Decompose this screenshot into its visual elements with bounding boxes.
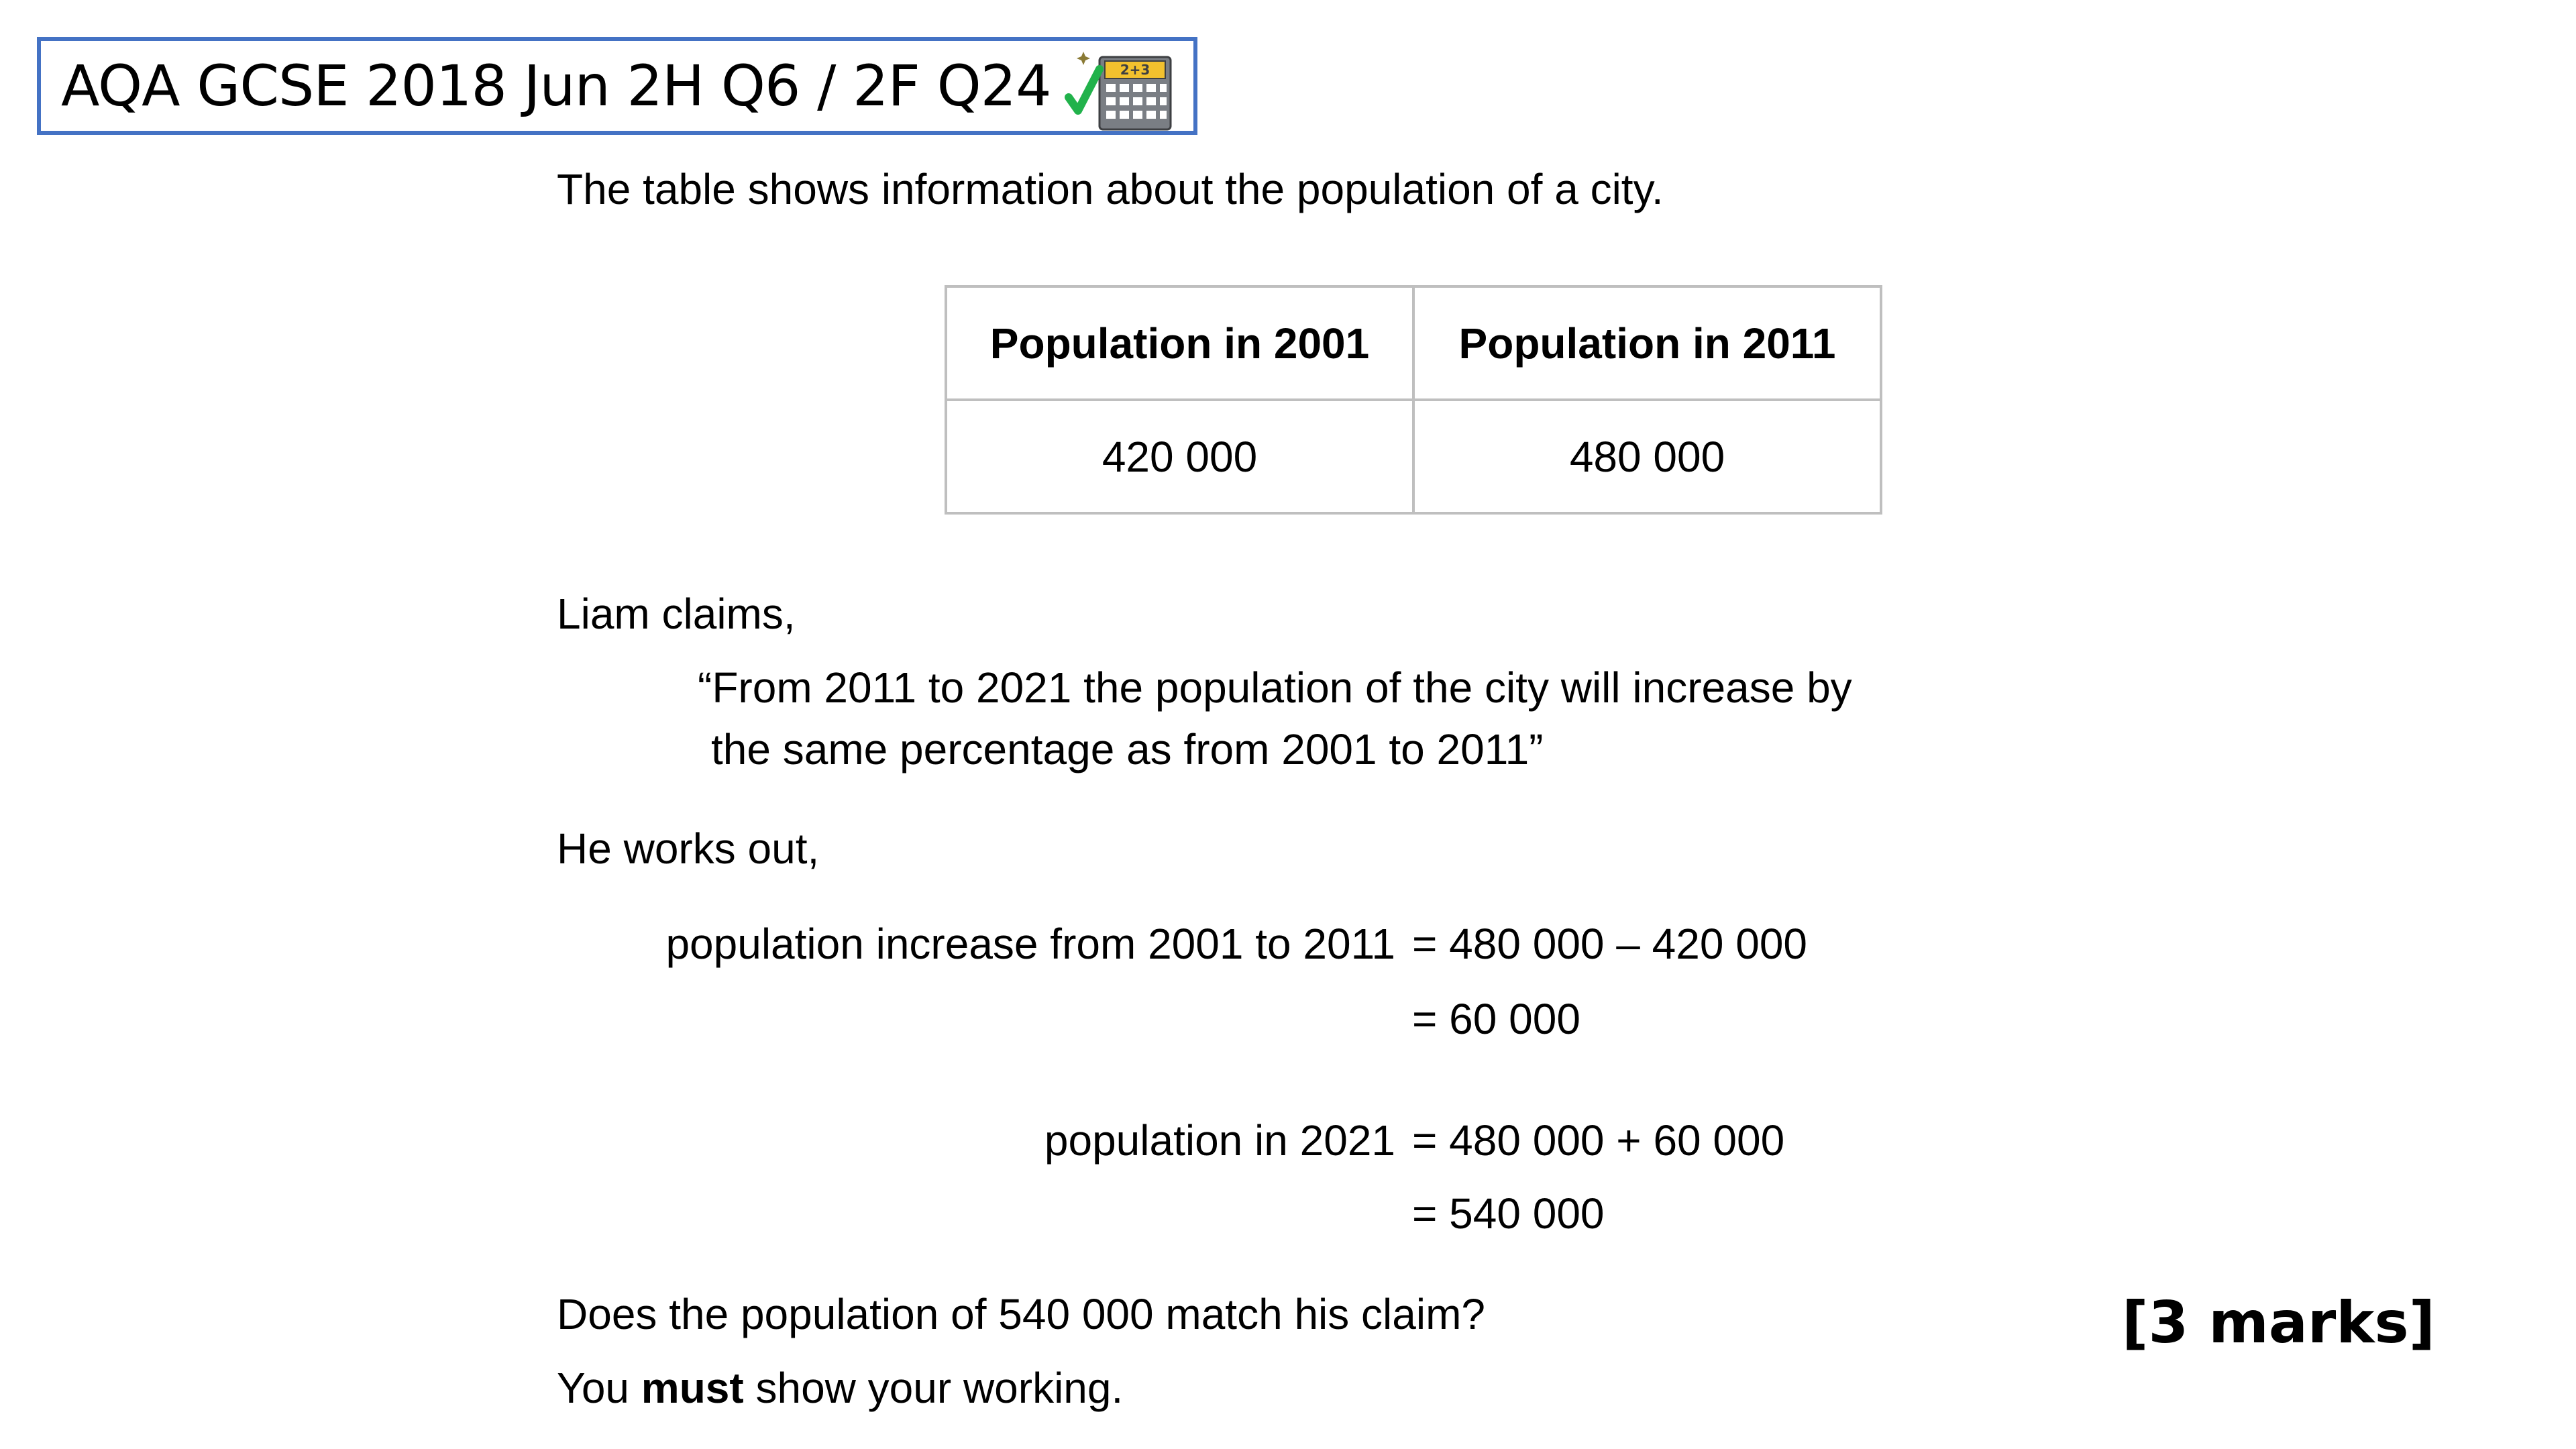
table-header-2001: Population in 2001 xyxy=(946,286,1413,400)
population-table xyxy=(945,285,1882,515)
intro-text: The table shows information about the population of a city. xyxy=(557,165,1664,213)
question-line2-post: show your working. xyxy=(743,1364,1124,1412)
working-row3-label: population in 2021 xyxy=(1044,1116,1395,1165)
claim-quote-line1: “From 2011 to 2021 the population of the city will increase by xyxy=(698,663,1852,712)
working-row1-expr: = 480 000 – 420 000 xyxy=(1412,920,1807,968)
sparkle-icon xyxy=(1077,52,1090,65)
working-row3-expr: = 480 000 + 60 000 xyxy=(1412,1116,1785,1165)
table-header-row xyxy=(946,286,1881,400)
working-row1-label: population increase from 2001 to 2011 xyxy=(665,920,1395,968)
working-row4-expr: = 540 000 xyxy=(1412,1189,1605,1238)
question-line1: Does the population of 540 000 match his claim? xyxy=(557,1290,1485,1338)
question-line2-pre: You xyxy=(557,1364,641,1412)
marks-label: [3 marks] xyxy=(2122,1289,2435,1356)
calculator-display-text: 2+3 xyxy=(1120,62,1150,78)
claim-lead: Liam claims, xyxy=(557,590,796,638)
table-cell-2011: 480 000 xyxy=(1413,400,1881,513)
table-cell-2001: 420 000 xyxy=(946,400,1413,513)
calculator-allowed-icon xyxy=(1065,45,1179,132)
check-mark-icon xyxy=(1069,69,1099,111)
table-row xyxy=(946,400,1881,513)
question-line2 xyxy=(557,1363,1123,1413)
question-line2-emphasis: must xyxy=(641,1364,744,1412)
question-title: AQA GCSE 2018 Jun 2H Q6 / 2F Q24 xyxy=(61,53,1051,119)
claim-quote-line2: the same percentage as from 2001 to 2011” xyxy=(711,725,1544,773)
question-title-box xyxy=(37,37,1197,135)
working-lead: He works out, xyxy=(557,824,820,873)
working-row2-expr: = 60 000 xyxy=(1412,995,1580,1043)
table-header-2011: Population in 2011 xyxy=(1413,286,1881,400)
